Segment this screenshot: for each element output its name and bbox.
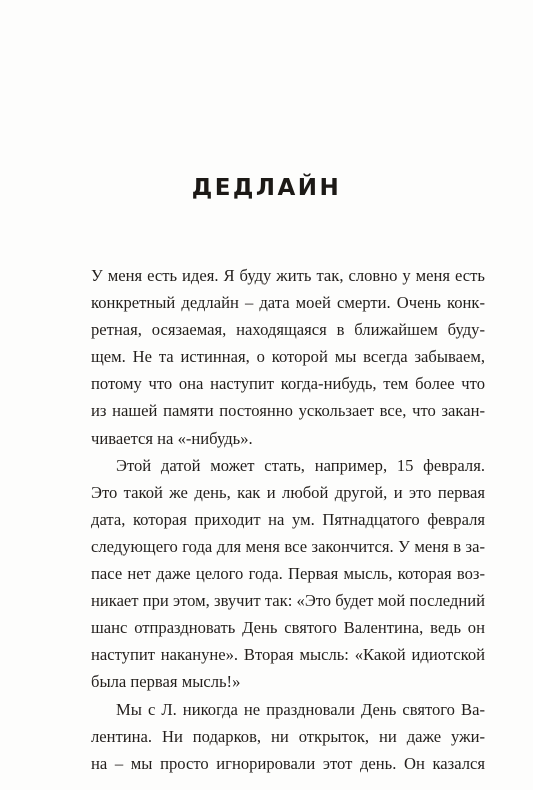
text-line: Мы с Л. никогда не праздновали День святого Ва-: [116, 699, 485, 719]
chapter-title: ДЕДЛАЙН: [191, 175, 342, 201]
text-line: шанс отпраздновать День святого Валентина, ведь он: [91, 618, 485, 638]
text-line: конкретный дедлайн – дата моей смерти. Очень конк-: [91, 293, 485, 313]
text-line: ретная, осязаемая, находящаяся в ближайшем буду-: [91, 320, 485, 340]
text-line: никает при этом, звучит так: «Это будет мой последний: [91, 591, 485, 611]
text-line: Это такой же день, как и любой другой, и это первая: [91, 482, 485, 502]
paragraph-3: [91, 696, 485, 777]
text-line: У меня есть идея. Я буду жить так, словно у меня есть: [91, 266, 485, 285]
text-line: следующего года для меня все закончится. У меня в за-: [91, 536, 485, 556]
text-line: была первая мысль!»: [91, 672, 241, 692]
text-line: на – мы просто игнорировали этот день. Он казался: [91, 753, 485, 773]
text-line: из нашей памяти постоянно ускользает все, что закан-: [91, 401, 485, 421]
paragraph-1: [91, 262, 485, 452]
text-line: потому что она наступит когда-нибудь, тем более что: [91, 374, 485, 394]
body-text: [91, 262, 485, 777]
text-line: наступит накануне». Вторая мысль: «Какой идиотской: [91, 645, 485, 665]
text-line: щем. Не та истинная, о которой мы всегда забываем,: [91, 347, 485, 367]
text-line: лентина. Ни подарков, ни открыток, ни даже ужи-: [91, 726, 485, 746]
text-line: Этой датой может стать, например, 15 февраля.: [116, 455, 485, 475]
text-line: чивается на «-нибудь».: [91, 428, 253, 448]
text-line: дата, которая приходит на ум. Пятнадцатого февраля: [91, 509, 485, 529]
paragraph-2: [91, 452, 485, 696]
text-line: пасе нет даже целого года. Первая мысль, которая воз-: [91, 564, 485, 584]
